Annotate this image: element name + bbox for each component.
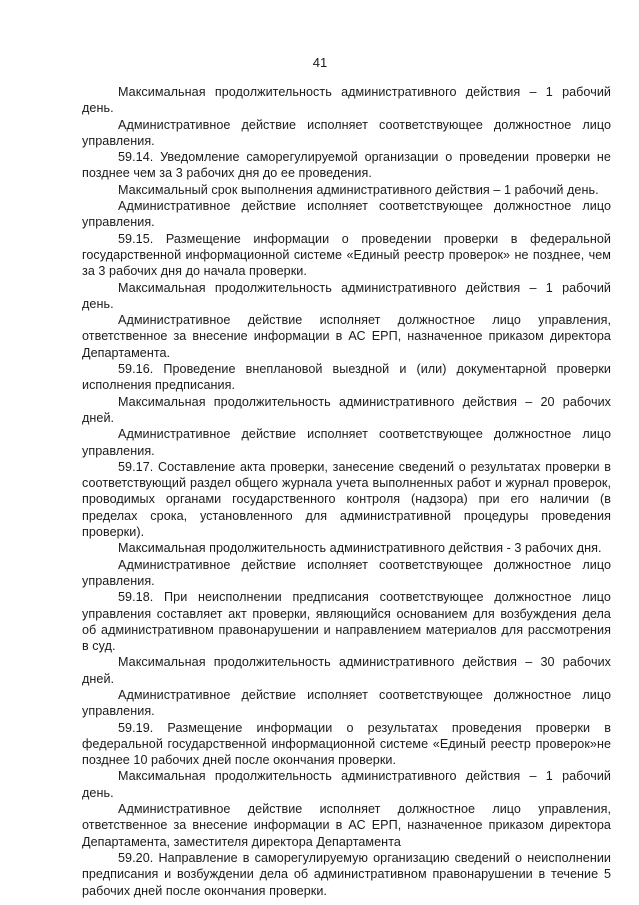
paragraph: Максимальная продолжительность административного действия – 20 рабочих дней.	[82, 394, 611, 425]
paragraph: Административное действие исполняет должностное лицо управления, ответственное за внесение информации в АС ЕРП, назначенное приказом директора Департамента, заместителя директора Департамента	[82, 802, 611, 849]
paragraph: Максимальный срок выполнения административного действия – 1 рабочий день.	[118, 182, 599, 197]
paragraph: 59.14. Уведомление саморегулируемой организации о проведении проверки не позднее чем за 3 рабочих дня до ее проведения.	[82, 150, 611, 181]
paragraph: 59.15. Размещение информации о проведении проверки в федеральной государственной информационной системе «Единый реестр проверок» не позднее, чем за 3 рабочих дня до начала проверки.	[82, 231, 611, 279]
page-number: 41	[312, 55, 328, 70]
paragraph: Максимальная продолжительность административного действия – 1 рабочий день.	[82, 769, 611, 800]
paragraph: 59.18. При неисполнении предписания соответствующее должностное лицо управления составляет акт проверки, являющийся основанием для возбуждения дела об административном правонарушении и направлением материалов для рассмотрения в суд.	[82, 590, 611, 654]
paragraph: Административное действие исполняет соответствующее должностное лицо управления.	[82, 117, 611, 148]
paragraph: 59.20. Направление в саморегулируемую организацию сведений о неисполнении предписания и возбуждении дела об административном правонарушении в течение 5 рабочих дней после окончания проверки.	[82, 850, 611, 898]
paragraph: Административное действие исполняет соответствующее должностное лицо управления.	[82, 687, 611, 719]
paragraph: Административное действие исполняет должностное лицо управления, ответственное за внесение информации в АС ЕРП, назначенное приказом директора Департамента.	[82, 313, 611, 360]
paragraph: 59.16. Проведение внеплановой выездной и (или) документарной проверки исполнения предписания.	[82, 362, 611, 393]
paragraph: 59.17. Составление акта проверки, занесение сведений о результатах проверки в соответствующий раздел общего журнала учета выполненных работ и журнал проверок, проводимых органами государственного контроля (надзора) при его наличии (в пределах срока, установленного для административной процедуры проведения проверки).	[82, 459, 611, 540]
document-body	[82, 0, 611, 899]
paragraph: Административное действие исполняет соответствующее должностное лицо управления.	[82, 557, 611, 588]
paragraph: Максимальная продолжительность административного действия – 1 рабочий день.	[82, 280, 611, 311]
paragraph: 59.19. Размещение информации о результатах проведения проверки в федеральной государственной информационной системе «Единый реестр проверок»не позднее 10 рабочих дней после окончания проверки.	[82, 720, 611, 768]
paragraph: Административное действие исполняет соответствующее должностное лицо управления.	[82, 427, 611, 458]
paragraph: Максимальная продолжительность административного действия - 3 рабочих дня.	[118, 541, 602, 556]
paragraph: Административное действие исполняет соответствующее должностное лицо управления.	[82, 199, 611, 230]
paragraph: Максимальная продолжительность административного действия – 1 рабочий день.	[82, 85, 611, 116]
paragraph: Максимальная продолжительность административного действия – 30 рабочих дней.	[82, 655, 611, 686]
